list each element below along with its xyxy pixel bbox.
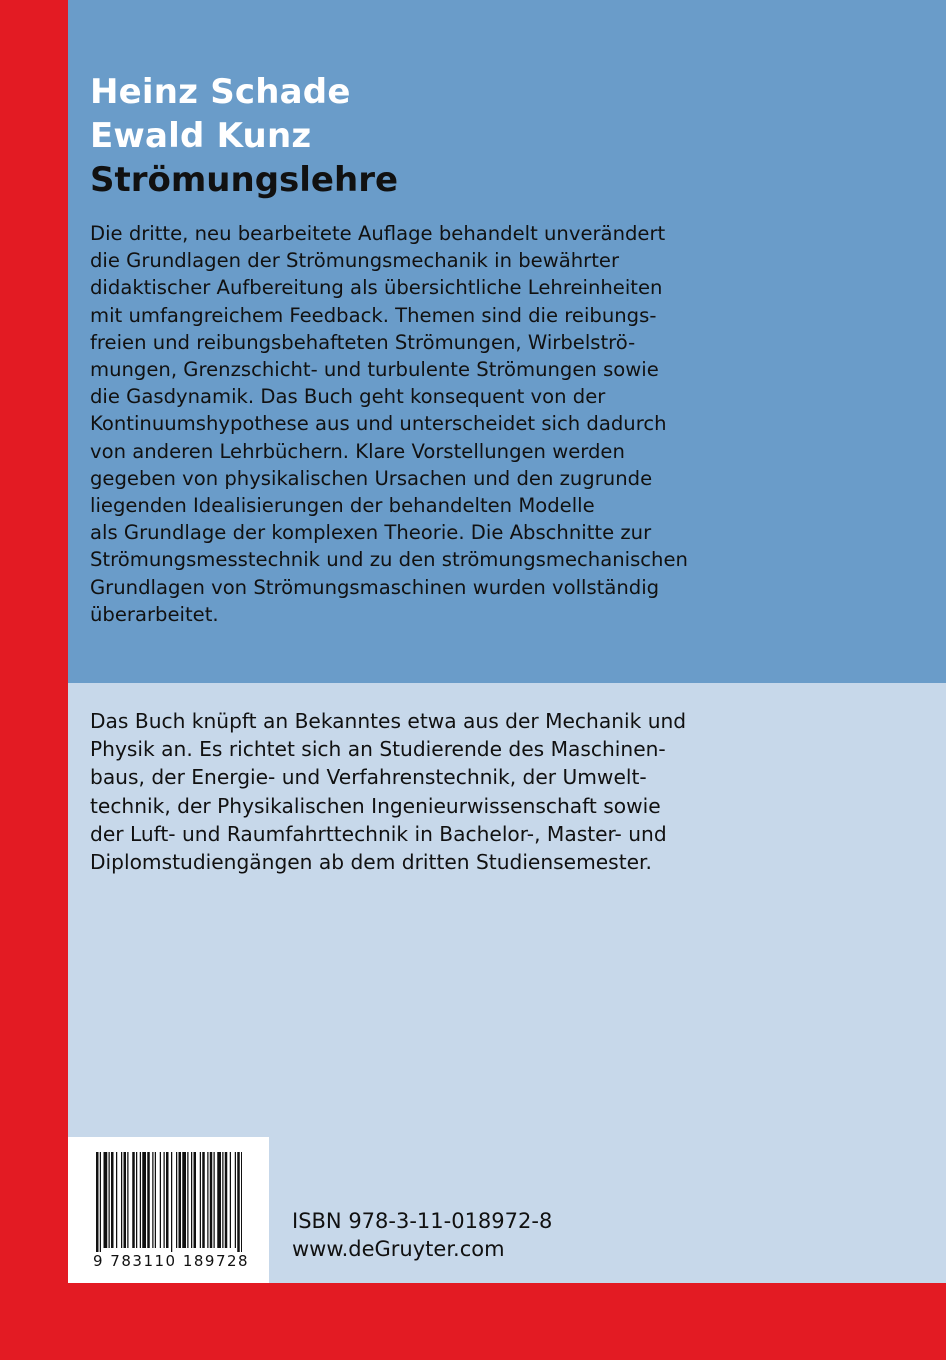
barcode-bar [116,1152,117,1248]
barcode-bar [147,1152,150,1248]
barcode-bar [225,1152,228,1248]
barcode-bar [176,1152,177,1248]
barcode-bar [124,1152,127,1248]
author-name: Ewald Kunz [90,116,312,156]
description-line: Grundlagen von Strömungsmaschinen wurden vollständig [90,575,660,599]
audience-line: Das Buch knüpft an Bekanntes etwa aus der Mechanik und [90,709,687,733]
description-line: mungen, Grenzschicht- und turbulente Strömungen sowie [90,358,659,382]
barcode-bar [140,1152,141,1248]
barcode-bar [200,1152,201,1248]
barcode-area [68,1137,269,1283]
barcode-bar [160,1152,161,1248]
barcode-bar [142,1152,146,1248]
barcode-bar [152,1152,153,1248]
barcode-bar [235,1152,236,1248]
red-spine-strip [0,0,68,1360]
barcode-bar [222,1152,223,1248]
barcode-bar [241,1152,242,1252]
barcode-bar [207,1152,208,1248]
barcode-bar [182,1152,186,1248]
description-line: als Grundlage der komplexen Theorie. Die Abschnitte zur [90,521,652,545]
author-name: Heinz Schade [90,72,351,112]
audience-line: technik, der Physikalischen Ingenieurwissenschaft sowie [90,793,661,818]
description-text [90,220,770,628]
barcode-bar [96,1152,99,1252]
red-bottom-strip [0,1283,946,1360]
audience-line: der Luft- und Raumfahrttechnik in Bachelor-, Master- und [90,821,667,846]
description-line: Kontinuumshypothese aus und unterscheidet sich dadurch [90,412,667,436]
barcode-bar [179,1152,182,1248]
description-line: gegeben von physikalischen Ursachen und den zugrunde [90,466,653,490]
audience-line: baus, der Energie- und Verfahrenstechnik, der Umwelt- [90,765,647,790]
barcode-bar [104,1152,108,1248]
description-line: von anderen Lehrbüchern. Klare Vorstellungen werden [90,439,625,463]
barcode-bar [230,1152,231,1248]
description-line: überarbeitet. [90,602,219,626]
audience-line: Physik an. Es richtet sich an Studierende des Maschinen- [90,737,666,762]
barcode-bar [194,1152,197,1248]
description-line: Strömungsmesstechnik und zu den strömungsmechanischen [90,548,688,572]
barcode-bar [121,1152,122,1248]
description-line: Die dritte, neu bearbeitete Auflage behandelt unverändert [90,222,666,245]
description-line: die Gasdynamik. Das Buch geht konsequent von der [90,385,606,409]
barcode-icon [96,1152,242,1252]
description-line: freien und reibungsbehafteten Strömungen, Wirbelströ- [90,330,636,354]
audience-line: Diplomstudiengängen ab dem dritten Studiensemester. [90,850,652,875]
audience-text [90,707,770,876]
barcode-bar [210,1152,213,1248]
isbn-number: ISBN 978-3-11-018972-8 [292,1209,553,1233]
description-line: die Grundlagen der Strömungsmechanik in bewährter [90,249,620,273]
barcode-bar [214,1152,215,1248]
barcode-bar [166,1152,169,1248]
description-line: liegenden Idealisierungen der behandelten Modelle [90,494,595,518]
barcode-bar [100,1152,101,1252]
barcode-bar [202,1152,205,1248]
barcode-bar [111,1152,114,1248]
barcode-bar [217,1152,221,1248]
description-line: mit umfangreichem Feedback. Themen sind die reibungs- [90,303,657,327]
description-line: didaktischer Aufbereitung als übersichtliche Lehreinheiten [90,276,663,300]
barcode-bar [136,1152,137,1248]
publisher-website: www.deGruyter.com [292,1237,505,1261]
barcode-bar [237,1152,240,1252]
barcode-digits: 9 783110 189728 [93,1252,250,1270]
barcode-bar [155,1152,156,1248]
barcode-bar [164,1152,165,1248]
book-title: Strömungslehre [90,160,399,200]
barcode-bar [127,1152,128,1248]
barcode-bar [171,1152,172,1252]
barcode-bar [109,1152,110,1248]
barcode-bar [187,1152,188,1248]
barcode-bar [191,1152,192,1248]
barcode-bar [132,1152,135,1248]
